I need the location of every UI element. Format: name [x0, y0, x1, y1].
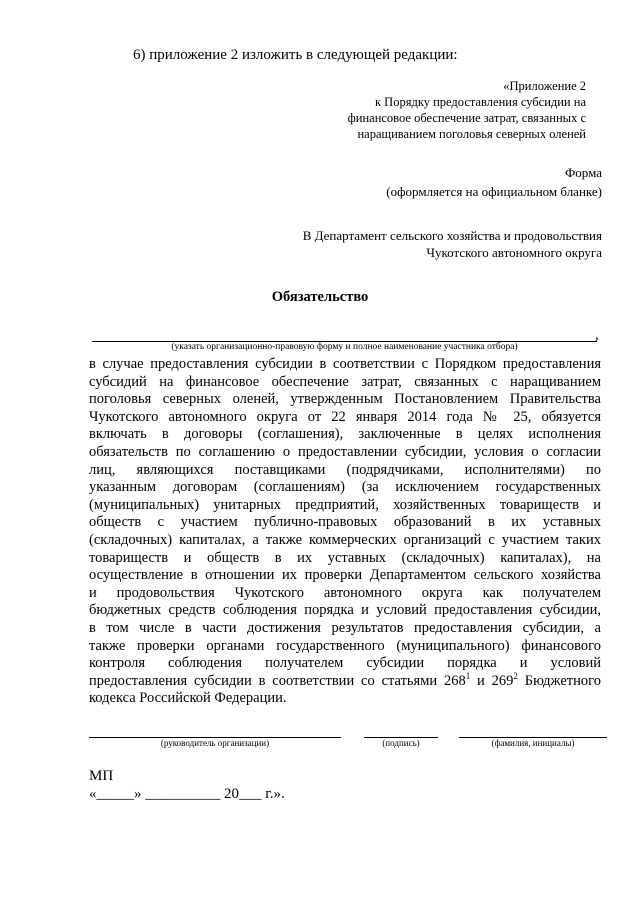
- body-line: также проверки органами государственного (муниципального) финансового: [89, 637, 601, 654]
- body-line: поголовья северных оленей, утвержденным Постановлением Правительства: [89, 391, 601, 408]
- stamp-place-label: МП: [89, 768, 114, 784]
- article-269-superscript: 2: [513, 670, 518, 681]
- body-line: контроля соблюдения получателем субсидии порядка и условий: [89, 655, 601, 672]
- org-name-hint: (указать организационно-правовую форму и полное наименование участника отбора): [171, 342, 518, 352]
- form-instruction: (оформляется на официальном бланке): [386, 184, 602, 199]
- form-note: [386, 163, 602, 201]
- appendix-line: «Приложение 2: [503, 79, 586, 93]
- articles-text-suffix: Бюджетного: [517, 672, 601, 689]
- appendix-line: наращиванием поголовья северных оленей: [357, 127, 586, 141]
- body-line: товариществ и обществ в их уставных (складочных) капиталах), на: [89, 549, 601, 566]
- body-line: обязательств по соглашению о предоставлении субсидии, условия о согласии: [89, 443, 601, 460]
- sign-hint: (подпись): [382, 738, 420, 748]
- body-line: лиц, являющихся поставщиками (подрядчиками, исполнителями) по: [89, 461, 601, 478]
- form-label: Форма: [565, 165, 602, 180]
- addressee: [303, 227, 602, 261]
- body-line: (складочных) капиталах, а также коммерческих организаций с участием таких: [89, 531, 601, 548]
- name-hint: (фамилия, инициалы): [491, 738, 575, 748]
- appendix-heading: [300, 78, 586, 142]
- body-line: осуществление в отношении их проверки Департаментом сельского хозяйства: [89, 567, 601, 584]
- document-title: Обязательство: [271, 289, 369, 305]
- body-line: обществ с участием публично-правовых образований в их уставных: [89, 514, 601, 531]
- articles-text-middle: и 269: [470, 672, 514, 689]
- body-line: субсидий на финансовое обеспечение затрат, связанных с наращиванием: [89, 373, 601, 390]
- appendix-line: к Порядку предоставления субсидии на: [374, 95, 586, 109]
- amendment-item: 6) приложение 2 изложить в следующей редакции:: [133, 47, 458, 63]
- body-line: (муниципальных) унитарных предприятий, хозяйственных товариществ и: [89, 496, 601, 513]
- obligation-body: [89, 356, 601, 708]
- body-line-closing: кодекса Российской Федерации.: [89, 690, 287, 707]
- body-line: указанным договорам (соглашениям) (за исключением государственных: [89, 479, 601, 496]
- body-line: бюджетных средств соблюдения порядка и условий предоставления субсидии,: [89, 602, 601, 619]
- body-line: включать в договоры (соглашения), заключенные в целях исполнения: [89, 426, 601, 443]
- head-hint: (руководитель организации): [160, 738, 270, 748]
- articles-text-prefix: предоставления субсидии в соответствии со статьями 268: [89, 672, 466, 689]
- body-line: Чукотского автономного округа от 22 января 2014 года № 25, обязуется: [89, 408, 601, 425]
- body-line: в случае предоставления субсидии в соответствии с Порядком предоставления: [89, 356, 601, 372]
- org-line-comma: ,: [595, 327, 599, 343]
- addressee-line: Чукотского автономного округа: [426, 245, 602, 260]
- body-line: в том числе в части достижения результатов предоставления субсидии, а: [89, 619, 601, 636]
- date-line: «_____» __________ 20___ г.».: [89, 786, 285, 802]
- body-line-articles: [89, 670, 601, 691]
- appendix-line: финансовое обеспечение затрат, связанных с: [347, 111, 586, 125]
- article-268-superscript: 1: [465, 670, 471, 681]
- body-line: и продовольствия Чукотского автономного округа как получателем: [89, 584, 601, 601]
- addressee-line: В Департамент сельского хозяйства и продовольствия: [302, 228, 602, 243]
